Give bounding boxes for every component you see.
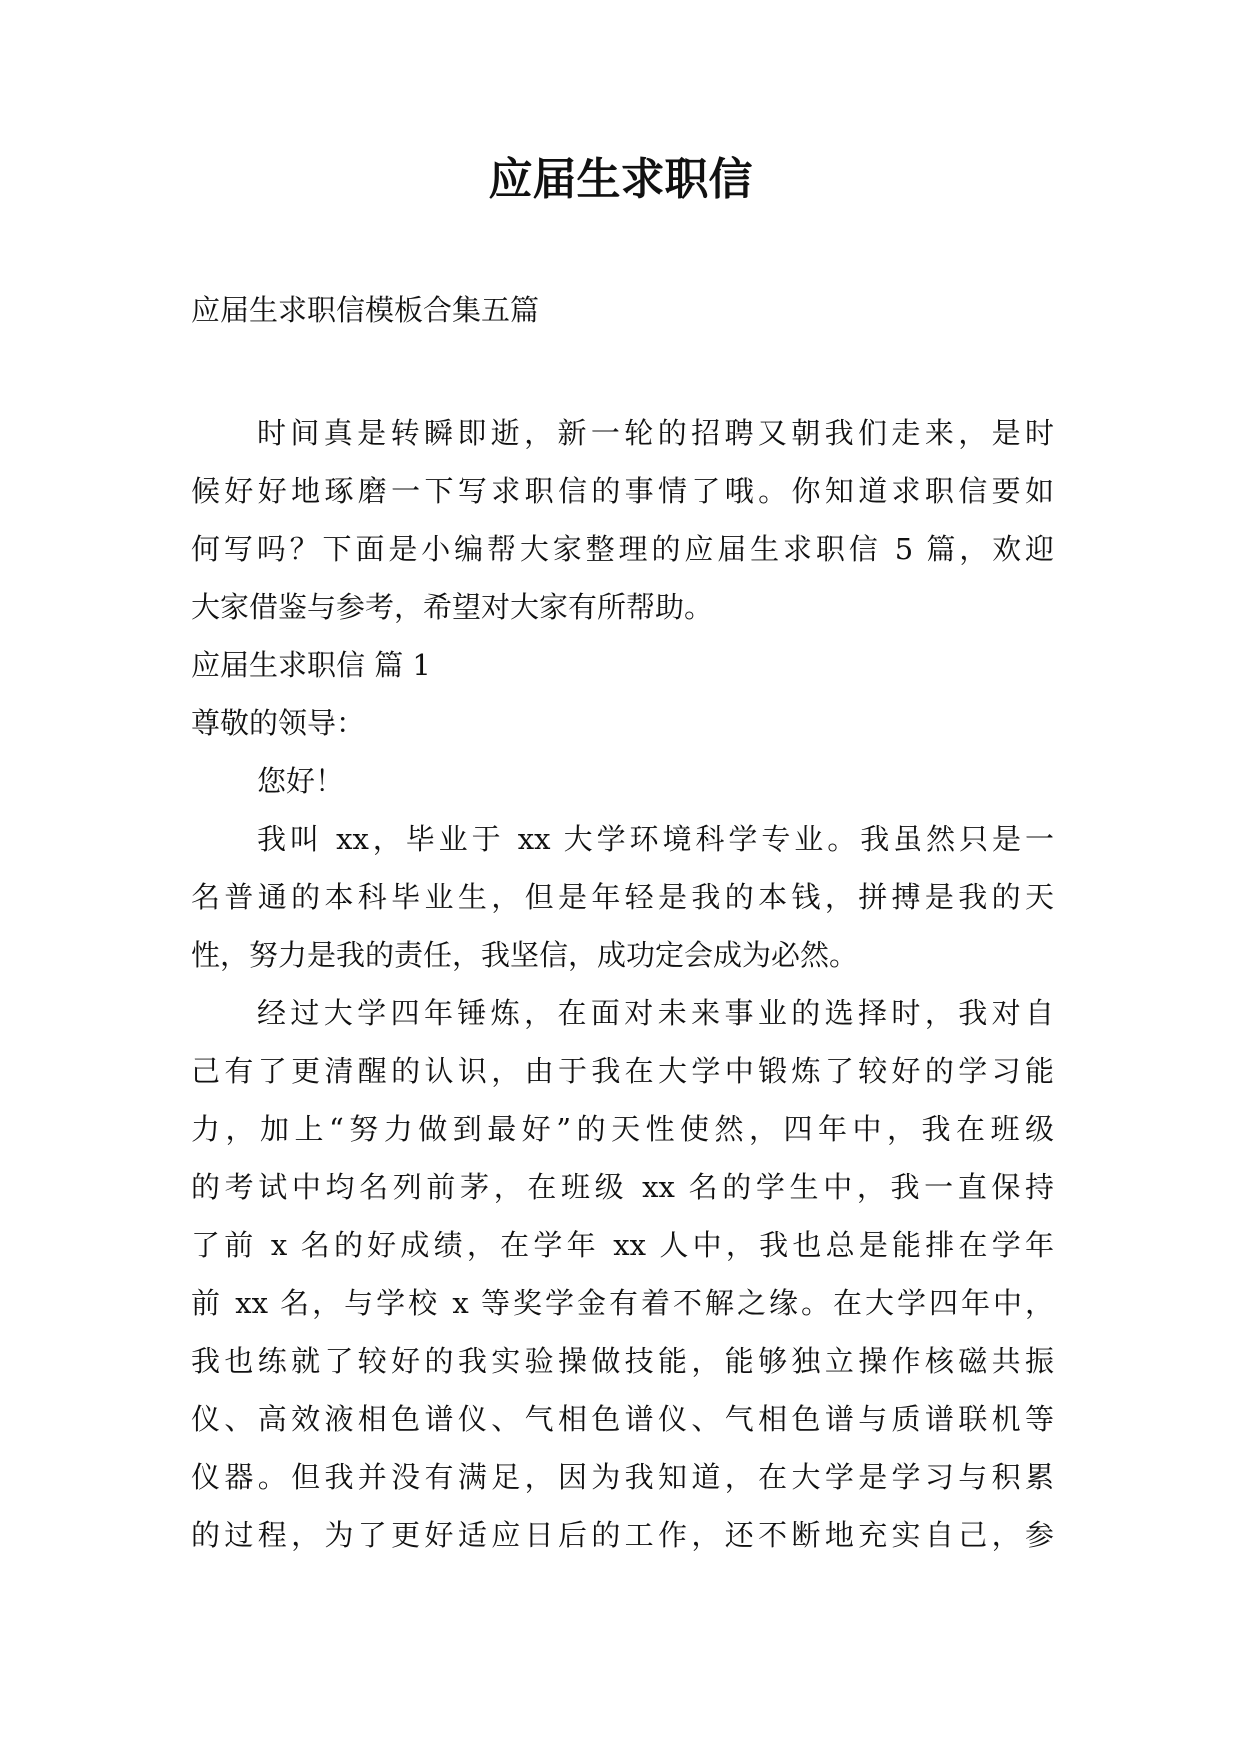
text-line: 前 xx 名，与学校 x 等奖学金有着不解之缘。在大学四年中， (191, 1286, 1054, 1320)
text-line: 名普通的本科毕业生，但是年轻是我的本钱，拼搏是我的天 (191, 880, 1054, 914)
text-line: 的考试中均名列前茅，在班级 xx 名的学生中，我一直保持 (191, 1170, 1054, 1204)
text-line: 仪、高效液相色谱仪、气相色谱仪、气相色谱与质谱联机等 (191, 1402, 1054, 1436)
document-title: 应届生求职信 (488, 154, 753, 205)
text-line: 经过大学四年锤炼，在面对未来事业的选择时，我对自 (257, 996, 1054, 1030)
text-line: 己有了更清醒的认识，由于我在大学中锻炼了较好的学习能 (191, 1054, 1054, 1088)
text-line: 候好好地琢磨一下写求职信的事情了哦。你知道求职信要如 (191, 474, 1054, 508)
text-line: 何写吗？下面是小编帮大家整理的应届生求职信 5 篇，欢迎 (191, 532, 1054, 566)
text-line: 大家借鉴与参考，希望对大家有所帮助。 (191, 590, 714, 624)
text-line: 的过程，为了更好适应日后的工作，还不断地充实自己，参 (191, 1518, 1054, 1552)
text-line: 您好！ (257, 764, 345, 798)
text-line: 尊敬的领导： (191, 706, 366, 740)
text-line: 我也练就了较好的我实验操做技能，能够独立操作核磁共振 (191, 1344, 1054, 1378)
text-line: 仪器。但我并没有满足，因为我知道，在大学是学习与积累 (191, 1460, 1054, 1494)
document-subtitle: 应届生求职信模板合集五篇 (191, 293, 540, 327)
text-line: 我叫 xx，毕业于 xx 大学环境科学专业。我虽然只是一 (257, 822, 1054, 856)
text-line: 性，努力是我的责任，我坚信，成功定会成为必然。 (191, 938, 859, 972)
text-line: 了前 x 名的好成绩，在学年 xx 人中，我也总是能排在学年 (191, 1228, 1054, 1262)
document-body (191, 404, 1054, 1564)
text-line: 时间真是转瞬即逝，新一轮的招聘又朝我们走来，是时 (257, 416, 1054, 450)
text-line: 力，加上“努力做到最好”的天性使然，四年中，我在班级 (191, 1112, 1054, 1146)
text-line: 应届生求职信 篇 1 (191, 648, 431, 682)
